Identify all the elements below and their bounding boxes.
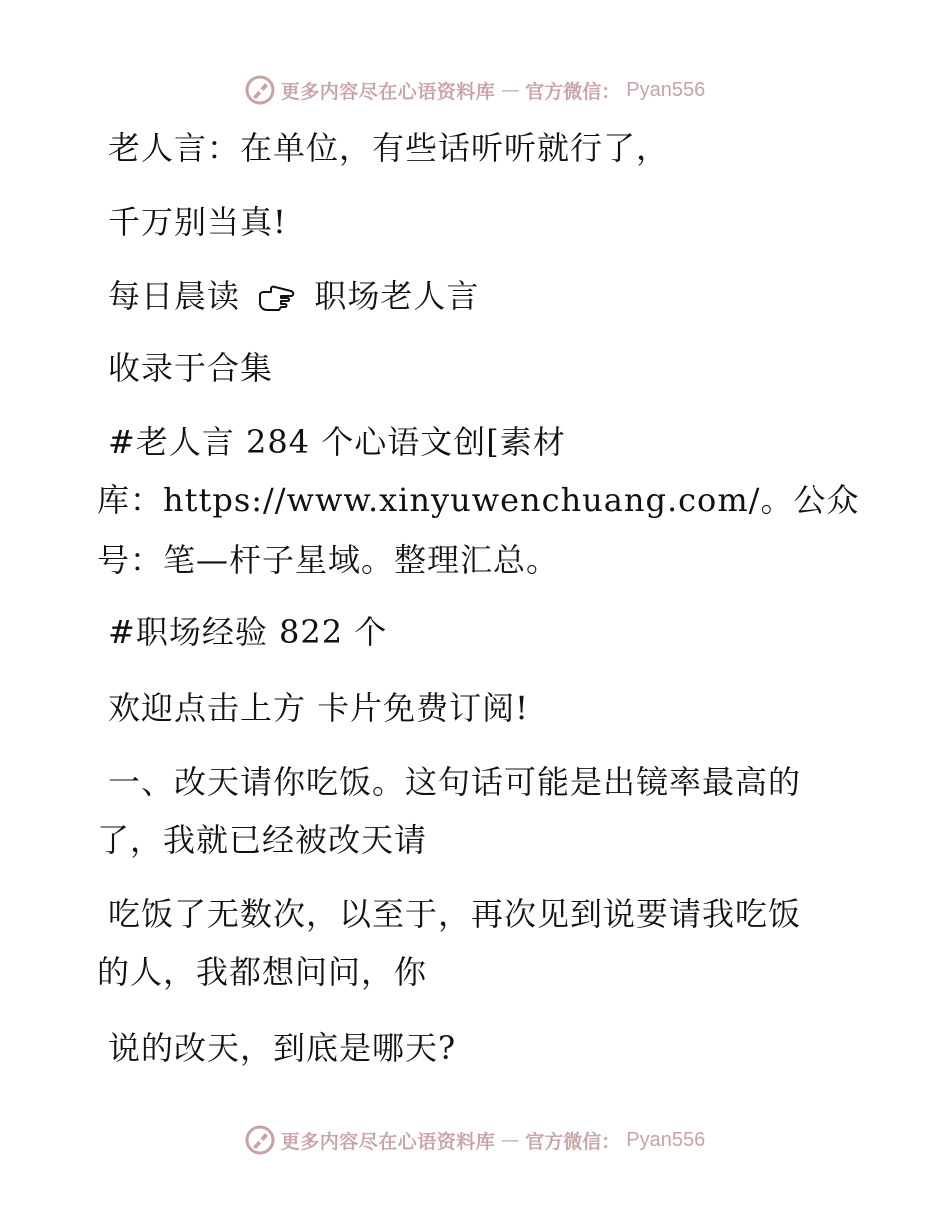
- text-line: 库：https://www.xinyuwenchuang.com/。公众: [97, 481, 860, 519]
- text-line: 说的改天，到底是哪天?: [108, 1029, 457, 1067]
- text-line: 欢迎点击上方 卡片免费订阅!: [108, 689, 530, 727]
- text-line: 了，我就已经被改天请: [97, 821, 428, 859]
- footer-banner: [0, 1120, 950, 1160]
- text-line: #职场经验 822 个: [108, 613, 388, 651]
- pen-nib-logo-icon: [245, 75, 275, 105]
- text-line: 收录于合集: [108, 349, 274, 387]
- text-line-with-icon: [108, 276, 479, 316]
- banner-wechat-id: Pyan556: [626, 1128, 706, 1151]
- banner-text: 更多内容尽在心语资料库: [280, 80, 496, 103]
- banner-wechat-label: 官方微信：: [525, 1130, 621, 1153]
- pointing-hand-icon: [257, 285, 297, 313]
- banner-text: 更多内容尽在心语资料库: [280, 1130, 496, 1153]
- text-line: 一、改天请你吃饭。这句话可能是出镜率最高的: [108, 763, 802, 801]
- text-segment: 每日晨读: [108, 277, 241, 315]
- text-line: 老人言：在单位，有些话听听就行了，: [108, 129, 670, 167]
- text-line: 千万别当真!: [108, 203, 287, 241]
- text-line: 吃饭了无数次，以至于，再次见到说要请我吃饭: [108, 895, 802, 933]
- banner-separator: —: [501, 1129, 520, 1151]
- header-banner: [0, 70, 950, 110]
- banner-separator: —: [501, 79, 520, 101]
- banner-wechat-id: Pyan556: [626, 78, 706, 101]
- text-line: 号：笔—杆子星域。整理汇总。: [97, 541, 560, 579]
- text-line: #老人言 284 个心语文创[素材: [108, 423, 566, 461]
- pen-nib-logo-icon: [245, 1125, 275, 1155]
- text-segment: 职场老人言: [314, 277, 480, 315]
- banner-wechat-label: 官方微信：: [525, 80, 621, 103]
- text-line: 的人，我都想问问，你: [97, 953, 428, 991]
